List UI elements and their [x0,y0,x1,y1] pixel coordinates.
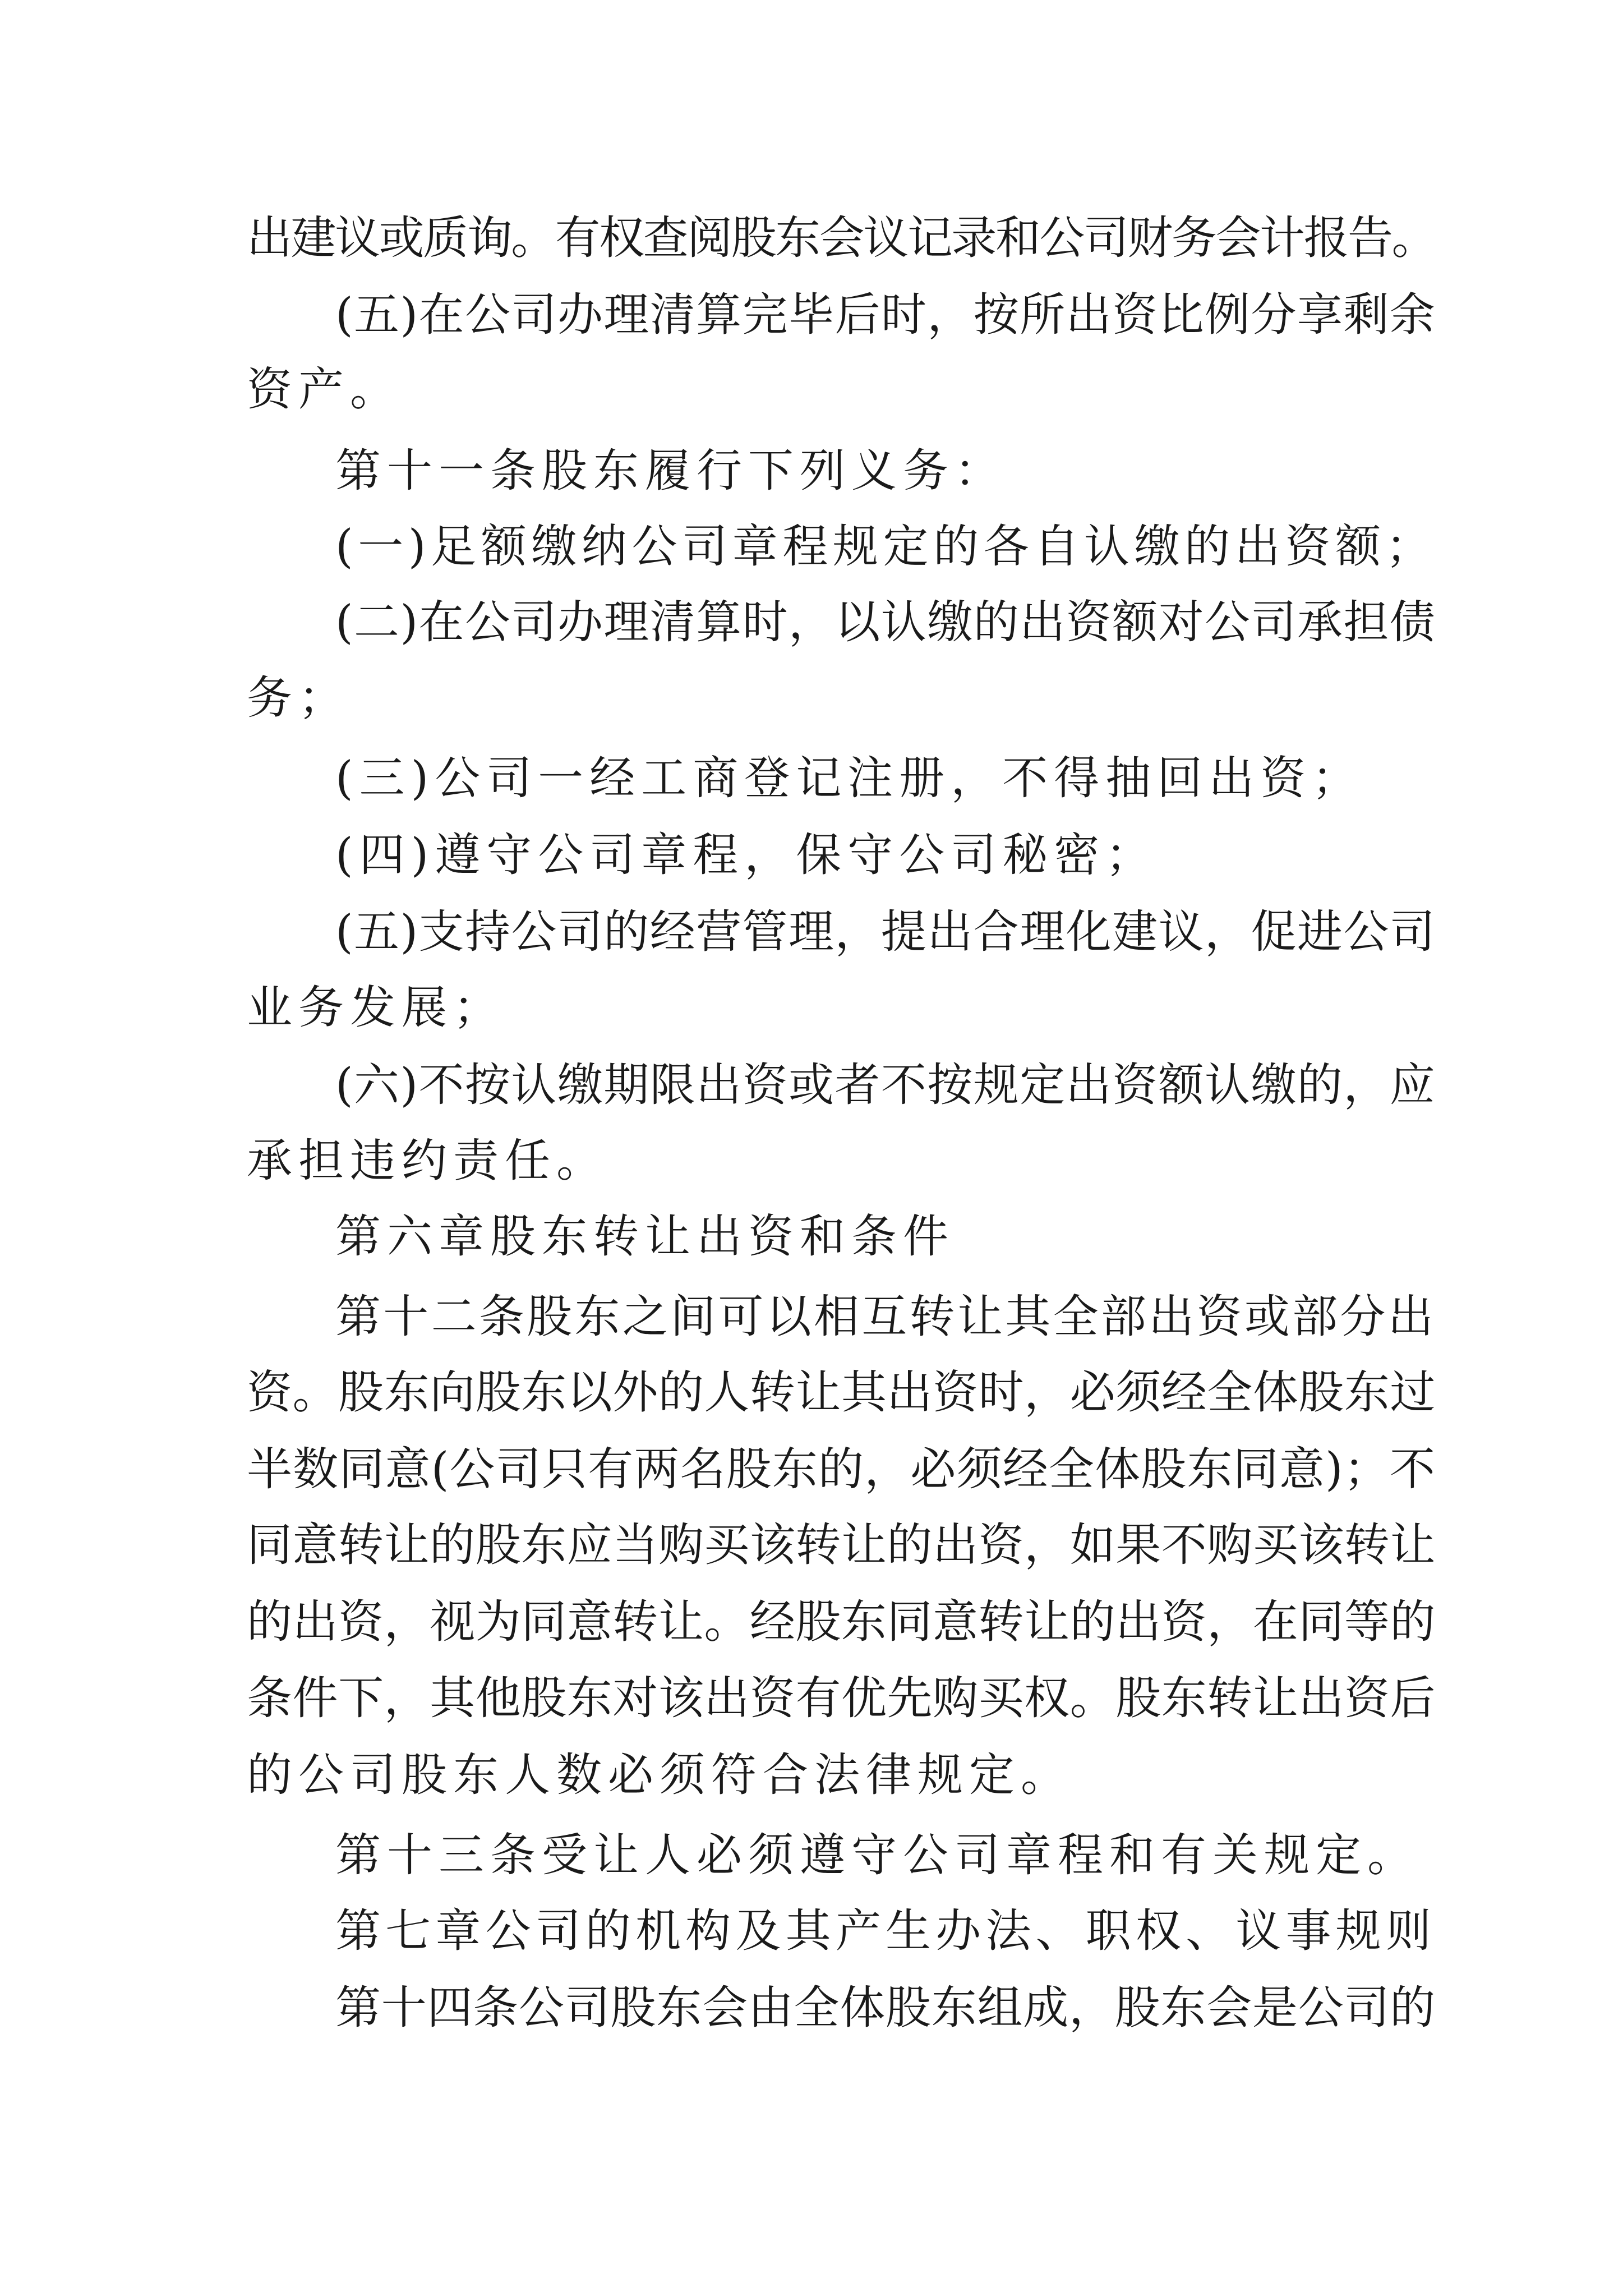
text-line: 出建议或质询。有权查阅股东会议记录和公司财务会计报告。 [247,212,1436,265]
text-line: (一)足额缴纳公司章程规定的各自认缴的出资额； [335,521,1436,573]
text-line: 务； [247,672,351,725]
text-line: (五)支持公司的经营管理，提出合理化建议，促进公司 [335,906,1436,959]
text-line: 业务发展； [247,982,505,1034]
text-line: 资产。 [247,364,402,416]
text-line: 第十一条股东履行下列义务： [335,445,1007,498]
text-line: 第七章公司的机构及其产生办法、职权、议事规则 [335,1905,1436,1958]
text-line: 第十三条受让人必须遵守公司章程和有关规定。 [335,1829,1419,1882]
text-line: (四)遵守公司章程，保守公司秘密； [335,829,1158,882]
text-line: 的公司股东人数必须符合法律规定。 [247,1749,1073,1802]
text-line: 第十二条股东之间可以相互转让其全部出资或部分出 [335,1291,1436,1343]
text-line: 同意转让的股东应当购买该转让的出资，如果不购买该转让 [247,1519,1436,1572]
text-line: 资。股东向股东以外的人转让其出资时，必须经全体股东过 [247,1366,1436,1419]
text-line: (二)在公司办理清算时，以认缴的出资额对公司承担债 [335,596,1436,649]
text-line: 半数同意(公司只有两名股东的，必须经全体股东同意)；不 [247,1443,1436,1496]
text-line: (三)公司一经工商登记注册，不得抽回出资； [335,752,1364,805]
text-line: 承担违约责任。 [247,1135,608,1188]
text-line: 条件下，其他股东对该出资有优先购买权。股东转让出资后 [247,1672,1436,1725]
text-line: (六)不按认缴期限出资或者不按规定出资额认缴的，应 [335,1059,1436,1112]
text-line: 的出资，视为同意转让。经股东同意转让的出资，在同等的 [247,1596,1436,1649]
text-line: 第十四条公司股东会由全体股东组成，股东会是公司的 [335,1982,1436,2035]
text-line: (五)在公司办理清算完毕后时，按所出资比例分享剩余 [335,289,1436,342]
text-line: 第六章股东转让出资和条件 [335,1211,955,1263]
